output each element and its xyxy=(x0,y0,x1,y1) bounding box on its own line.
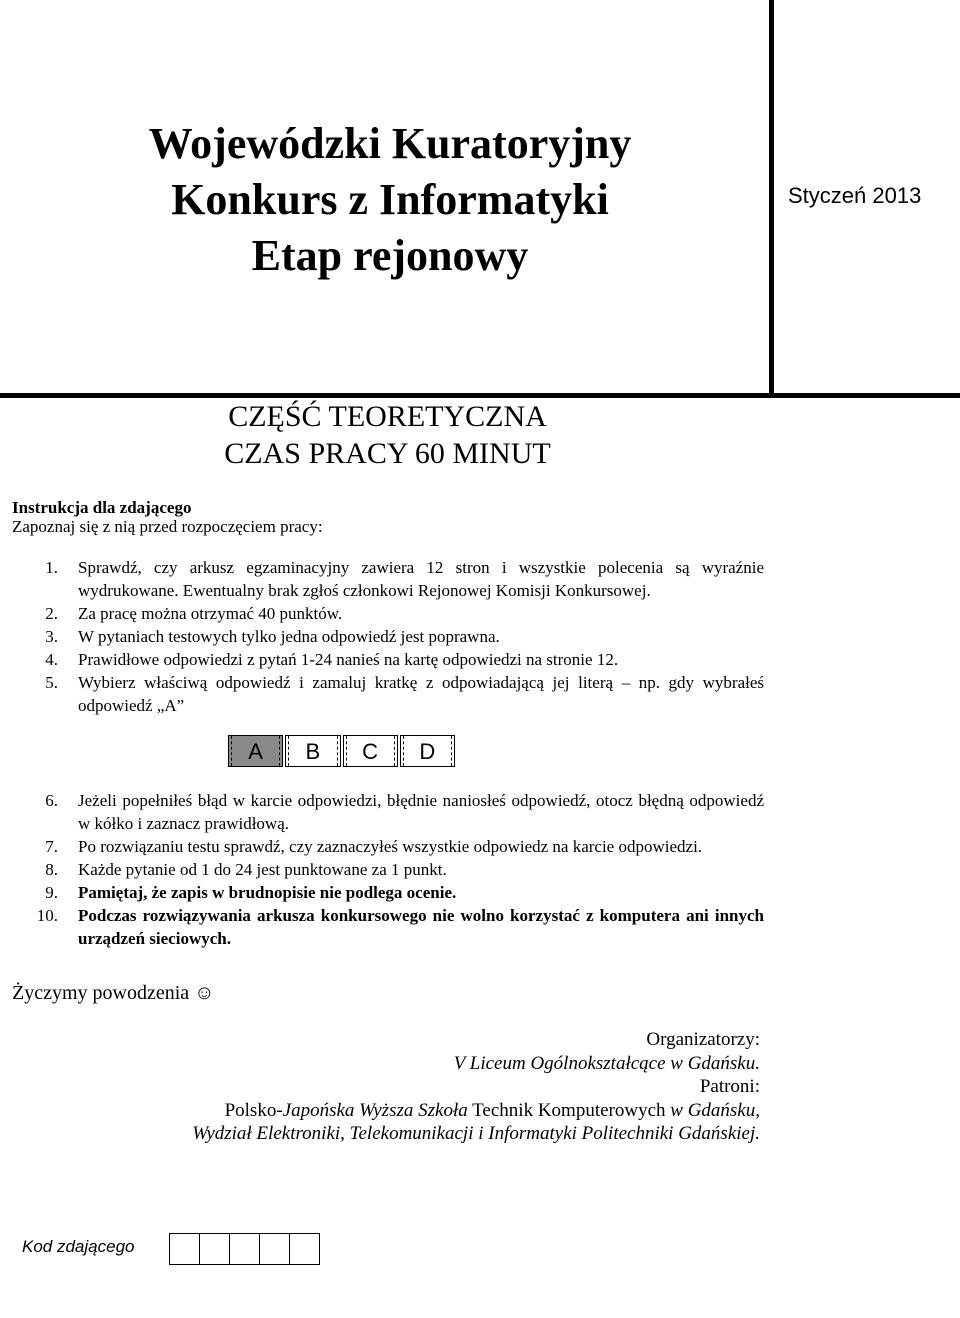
instructions-list xyxy=(12,556,764,950)
answer-box-b: B xyxy=(285,735,340,767)
answer-box-d: D xyxy=(400,735,455,767)
list-item: 2. Za pracę można otrzymać 40 punktów. xyxy=(45,604,343,623)
code-box[interactable] xyxy=(229,1233,260,1265)
title-line-2: Konkurs z Informatyki xyxy=(171,175,609,224)
list-item: 10. Podczas rozwiązywania arkusza konkursowego nie wolno korzystać z komputera ani innych urządzeń sieciowych. xyxy=(36,906,764,948)
candidate-code-label: Kod zdającego xyxy=(22,1237,135,1256)
vertical-divider xyxy=(769,0,774,398)
organizers-block xyxy=(192,1028,760,1146)
instructions-title: Instrukcja dla zdającego xyxy=(12,498,192,517)
list-item: 4. Prawidłowe odpowiedzi z pytań 1-24 nanieś na kartę odpowiedzi na stronie 12. xyxy=(45,650,619,669)
organizer-name: V Liceum Ogólnokształcące w Gdańsku. xyxy=(453,1052,760,1074)
candidate-code-boxes xyxy=(169,1233,319,1265)
list-item: 8. Każde pytanie od 1 do 24 jest punktowane za 1 punkt. xyxy=(45,860,447,879)
good-luck-message: Życzymy powodzenia ☺ xyxy=(12,982,215,1004)
list-item: 7. Po rozwiązaniu testu sprawdź, czy zaznaczyłeś wszystkie odpowiedz na karcie odpowiedzi. xyxy=(45,837,703,856)
list-item: 9. Pamiętaj, że zapis w brudnopisie nie podlega ocenie. xyxy=(45,883,457,902)
title-line-3: Etap rejonowy xyxy=(251,231,529,280)
example-answer-boxes xyxy=(228,735,457,769)
title-line-1: Wojewódzki Kuratoryjny xyxy=(148,119,632,168)
patrons-label: Patroni: xyxy=(699,1076,760,1097)
answer-box-c: C xyxy=(343,735,398,767)
instructions-subtitle: Zapoznaj się z nią przed rozpoczęciem pracy: xyxy=(12,517,323,536)
code-box[interactable] xyxy=(259,1233,290,1265)
list-item: 5. Wybierz właściwą odpowiedź i zamaluj kratkę z odpowiadającą jej literą – np. gdy wybrałeś odpowiedź „A” A B C D xyxy=(12,671,764,769)
answer-box-a: A xyxy=(228,735,283,767)
page-title xyxy=(90,116,690,284)
patron-1: Polsko-Japońska Wyższa Szkoła Technik Komputerowych w Gdańsku, xyxy=(224,1099,760,1121)
organizers-label: Organizatorzy: xyxy=(646,1029,760,1050)
code-box[interactable] xyxy=(289,1233,320,1265)
list-item: 6. Jeżeli popełniłeś błąd w karcie odpowiedzi, błędnie naniosłeś odpowiedź, otocz błędną odpowiedź w kółko i zaznacz prawidłową. xyxy=(45,791,764,833)
exam-date: Styczeń 2013 xyxy=(788,183,922,208)
list-item: 3. W pytaniach testowych tylko jedna odpowiedź jest poprawna. xyxy=(45,627,500,646)
part-title: CZĘŚĆ TEORETYCZNA xyxy=(228,400,547,433)
code-box[interactable] xyxy=(199,1233,230,1265)
patron-2: Wydział Elektroniki, Telekomunikacji i Informatyki Politechniki Gdańskiej. xyxy=(192,1123,760,1144)
part-heading xyxy=(150,398,625,472)
list-item: 1. Sprawdź, czy arkusz egzaminacyjny zawiera 12 stron i wszystkie polecenia są wyraźnie wydrukowane. Ewentualny brak zgłoś członkowi Rejonowej Komisji Konkursowej. xyxy=(45,558,764,600)
code-box[interactable] xyxy=(169,1233,200,1265)
time-limit: CZAS PRACY 60 MINUT xyxy=(224,437,551,470)
